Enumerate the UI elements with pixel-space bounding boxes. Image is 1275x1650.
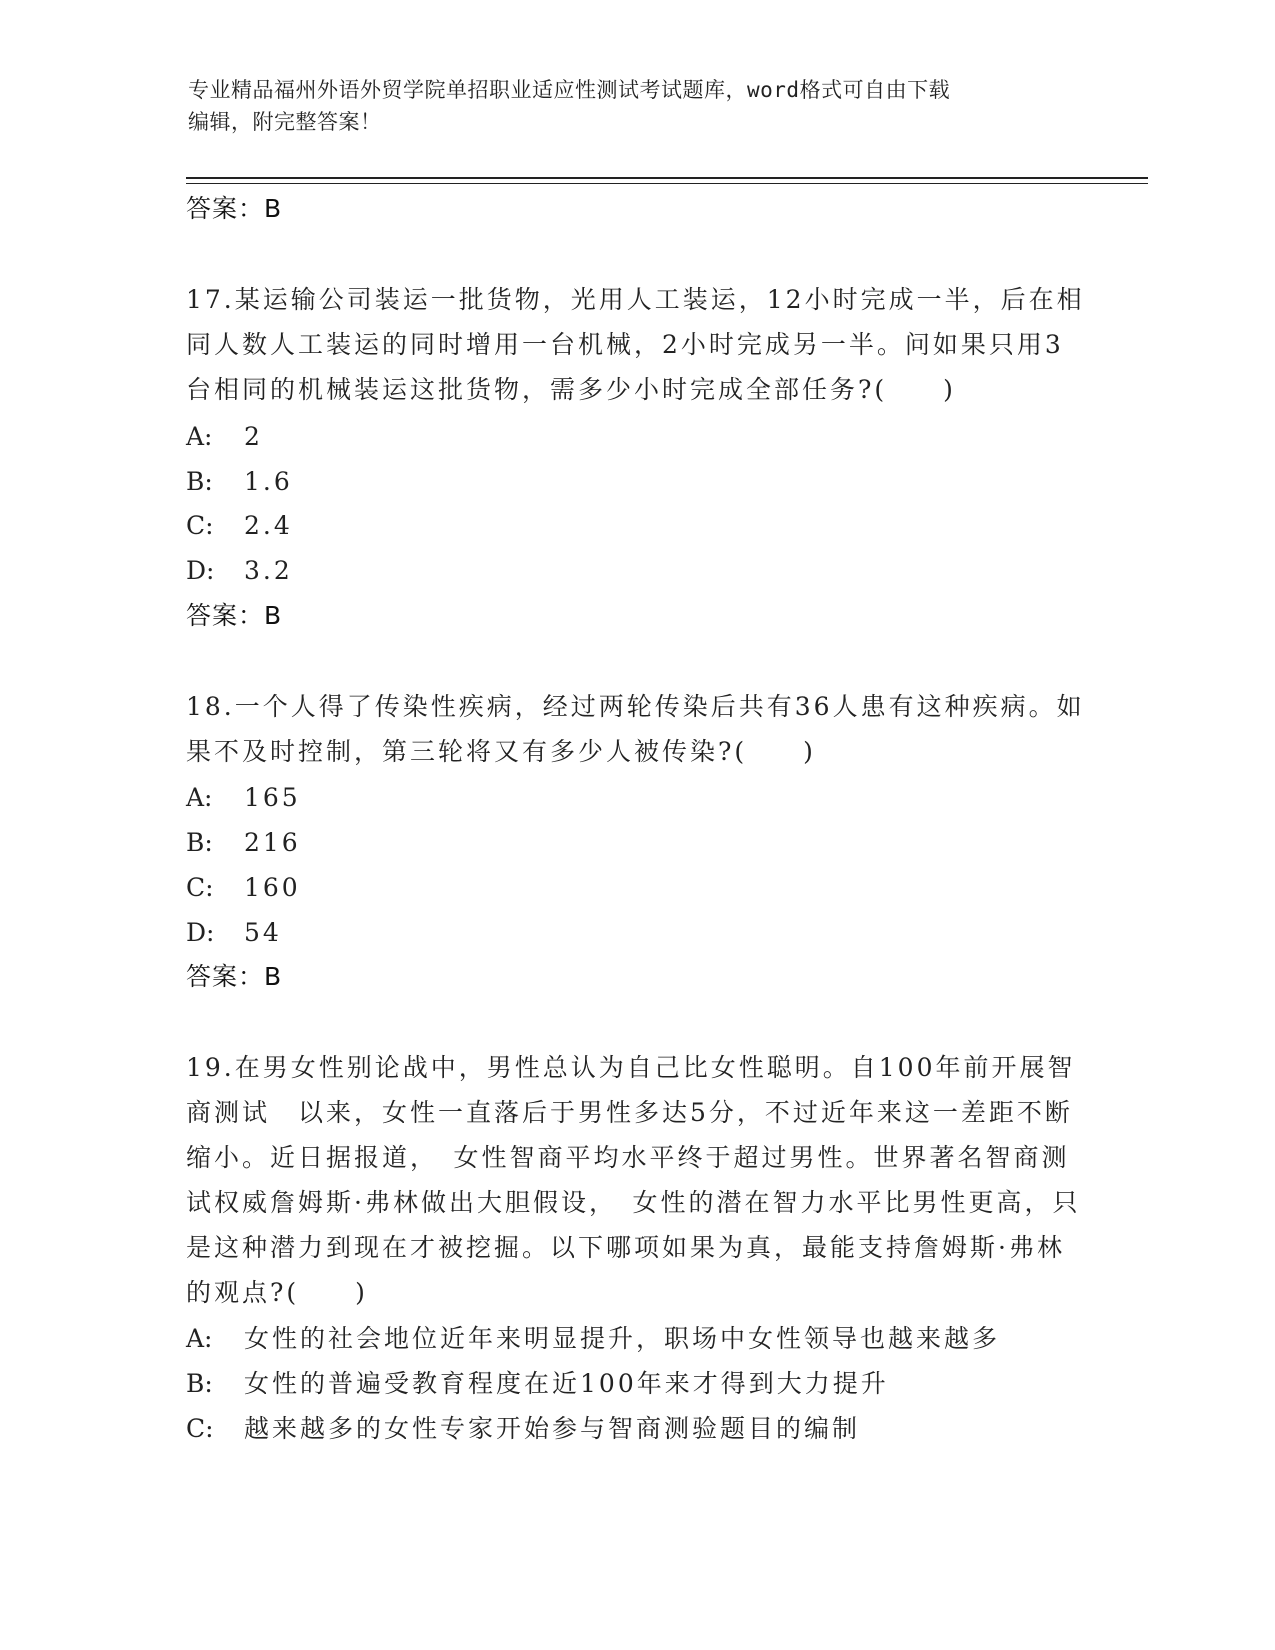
option-text: 3.2: [244, 556, 293, 585]
q18-option-c: [186, 871, 301, 905]
option-key: A:: [186, 783, 213, 812]
option-text: 2: [244, 422, 263, 451]
q18-option-b: [186, 826, 301, 860]
header-divider-thin: [186, 183, 1148, 184]
option-key: C:: [186, 1414, 214, 1443]
option-key: B:: [186, 828, 213, 857]
q18-option-d: [186, 916, 282, 950]
answer-q17: 答案：B: [186, 601, 283, 630]
option-text: 165: [244, 783, 301, 812]
option-text: 54: [244, 918, 282, 947]
q19-option-b: [186, 1367, 889, 1401]
q19-option-a: [186, 1322, 1000, 1356]
header-line-2: 编辑，附完整答案！: [188, 110, 382, 134]
option-text: 216: [244, 828, 301, 857]
q17-option-a: [186, 420, 263, 454]
option-key: D:: [186, 918, 215, 947]
option-key: C:: [186, 873, 214, 902]
option-key: A:: [186, 422, 213, 451]
option-key: C:: [186, 511, 214, 540]
q19-option-c: [186, 1412, 860, 1446]
q17-option-c: [186, 509, 293, 543]
q17-option-d: [186, 554, 293, 588]
option-key: D:: [186, 556, 215, 585]
option-text: 160: [244, 873, 301, 902]
option-text: 女性的普遍受教育程度在近100年来才得到大力提升: [244, 1369, 889, 1398]
option-text: 1.6: [244, 467, 293, 496]
question-18: 18.一个人得了传染性疾病，经过两轮传染后共有36人患有这种疾病。如果不及时控制，第三轮将又有多少人被传染?( ): [186, 692, 1085, 766]
q18-option-a: [186, 781, 301, 815]
option-text: 女性的社会地位近年来明显提升，职场中女性领导也越来越多: [244, 1324, 1001, 1353]
option-text: 2.4: [244, 511, 293, 540]
page-header: [188, 74, 1078, 138]
option-key: B:: [186, 1369, 213, 1398]
header-line-1: 专业精品福州外语外贸学院单招职业适应性测试考试题库，word格式可自由下载: [188, 78, 951, 102]
option-key: A:: [186, 1324, 213, 1353]
option-text: 越来越多的女性专家开始参与智商测验题目的编制: [244, 1414, 861, 1443]
q17-option-b: [186, 465, 293, 499]
question-17: 17.某运输公司装运一批货物，光用人工装运，12小时完成一半，后在相同人数人工装运的同时增用一台机械，2小时完成另一半。问如果只用3台相同的机械装运这批货物，需多少小时完成全部任务?( ): [186, 285, 1085, 404]
option-key: B:: [186, 467, 213, 496]
answer-q16: 答案：B: [186, 194, 283, 223]
answer-q18: 答案：B: [186, 962, 283, 991]
header-divider-thick: [186, 177, 1148, 179]
question-19: 19.在男女性别论战中，男性总认为自己比女性聪明。自100年前开展智商测试 以来，女性一直落后于男性多达5分，不过近年来这一差距不断缩小。近日据报道， 女性智商平均水平终于超过男性。世界著名智商测试权威詹姆斯·弗林做出大胆假设， 女性的潜在智力水平比男性更高，只是这种潜力到现在才被挖掘。以下哪项如果为真，最能支持詹姆斯·弗林的观点?( ): [186, 1053, 1081, 1307]
